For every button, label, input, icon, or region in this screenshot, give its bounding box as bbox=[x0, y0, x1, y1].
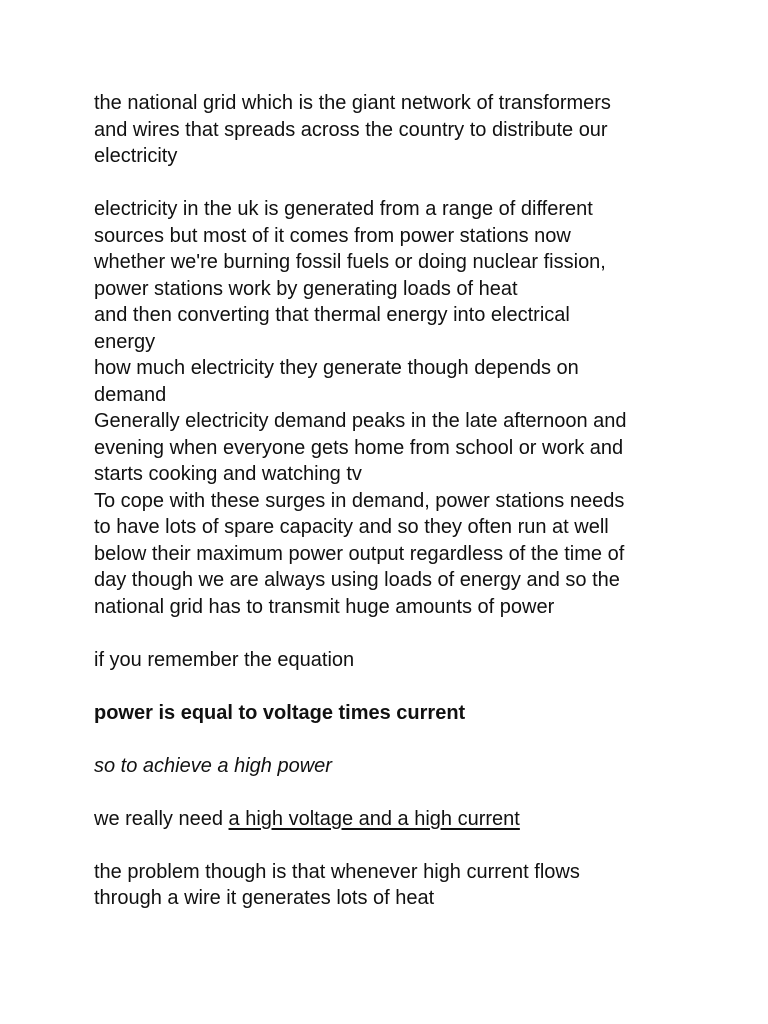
text-line: the national grid which is the giant network of transformers bbox=[94, 92, 611, 114]
text-line: evening when everyone gets home from school or work and bbox=[94, 436, 624, 459]
text-line: how much electricity they generate though depends on bbox=[94, 357, 579, 379]
text-line: demand bbox=[94, 383, 167, 406]
text-line-italic: so to achieve a high power bbox=[94, 754, 332, 777]
text-line: Generally electricity demand peaks in the late afternoon and bbox=[94, 410, 627, 432]
text-line: the problem though is that whenever high current flows bbox=[94, 860, 580, 883]
text-line: below their maximum power output regardless of the time of bbox=[94, 542, 625, 565]
text-line-bold: power is equal to voltage times current bbox=[94, 701, 466, 724]
paragraph-electricity-generation bbox=[94, 196, 694, 620]
text-line: starts cooking and watching tv bbox=[94, 463, 362, 485]
text-line: day though we are always using loads of energy and so the bbox=[94, 569, 620, 591]
text-line: if you remember the equation bbox=[94, 648, 355, 671]
text-line bbox=[94, 806, 694, 833]
paragraph-equation-intro bbox=[94, 647, 694, 674]
text-line: whether we're burning fossil fuels or doing nuclear fission, bbox=[94, 251, 606, 273]
paragraph-heat-problem bbox=[94, 859, 694, 912]
text-line: energy bbox=[94, 330, 156, 353]
text-line: and then converting that thermal energy into electrical bbox=[94, 304, 570, 326]
text-line: electricity in the uk is generated from a range of different bbox=[94, 198, 593, 220]
text-line: through a wire it generates lots of heat bbox=[94, 887, 435, 909]
text-prefix: we really need bbox=[94, 807, 229, 830]
paragraph-national-grid bbox=[94, 90, 694, 170]
text-underlined: a high voltage and a high current bbox=[228, 807, 520, 830]
text-line: sources but most of it comes from power stations now bbox=[94, 224, 571, 247]
paragraph-high-power bbox=[94, 753, 694, 780]
paragraph-power-equation bbox=[94, 700, 694, 727]
paragraph-high-voltage-current bbox=[94, 806, 694, 833]
text-line: to have lots of spare capacity and so they often run at well bbox=[94, 516, 609, 538]
document-page bbox=[94, 90, 694, 938]
text-line: To cope with these surges in demand, power stations needs bbox=[94, 489, 625, 512]
text-line: and wires that spreads across the country to distribute our bbox=[94, 118, 608, 141]
text-line: electricity bbox=[94, 145, 178, 167]
text-line: power stations work by generating loads of heat bbox=[94, 277, 518, 300]
text-line: national grid has to transmit huge amounts of power bbox=[94, 595, 555, 618]
